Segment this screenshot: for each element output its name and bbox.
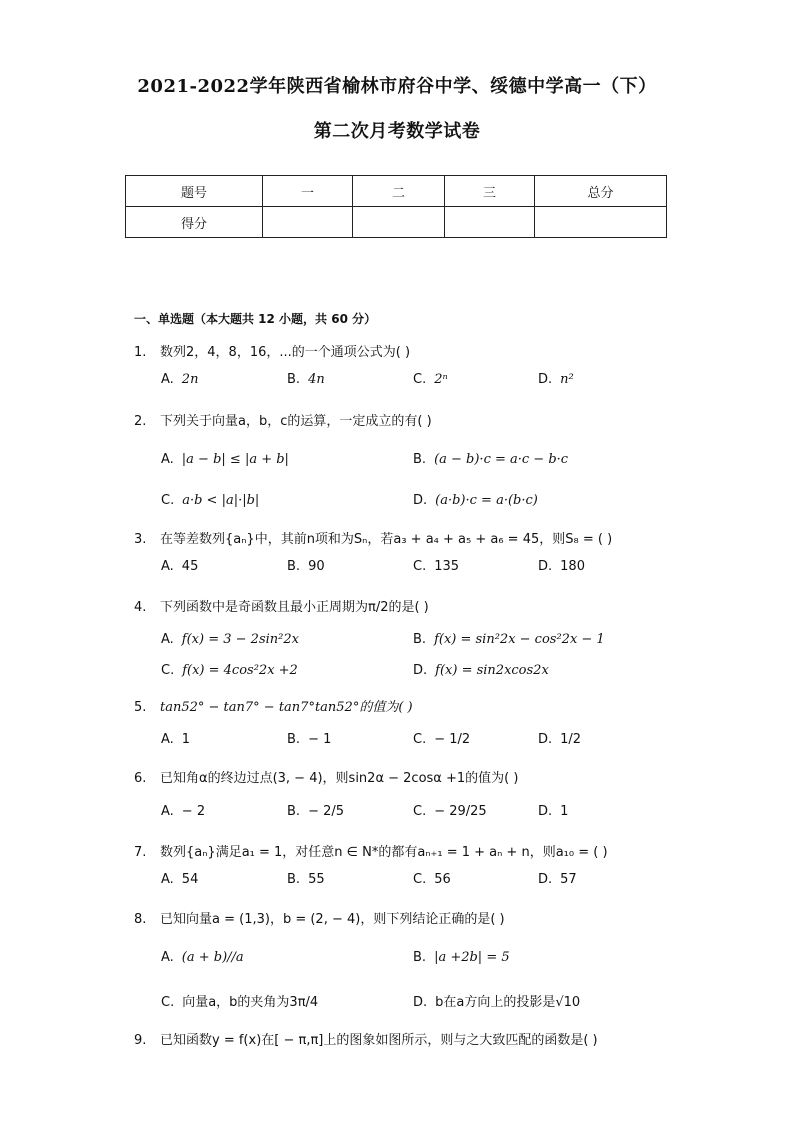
question-3: 3. 在等差数列{aₙ}中，其前n项和为Sₙ，若a₃ + a₄ + a₅ + a₆ = 45，则S₈ = ( )	[134, 532, 613, 547]
cell-section-2: 二	[353, 176, 445, 207]
option-a[interactable]: A. 1	[161, 732, 191, 747]
option-c[interactable]: C. − 29/25	[413, 804, 487, 819]
option-c[interactable]: C. a·b < |a|·|b|	[161, 493, 260, 508]
question-4: 4. 下列函数中是奇函数且最小正周期为π/2的是( )	[134, 600, 429, 615]
option-d[interactable]: D. b在a方向上的投影是√10	[413, 995, 581, 1010]
score-table-score-row	[126, 207, 667, 238]
option-b[interactable]: B. 90	[287, 559, 325, 574]
option-c[interactable]: C. 135	[413, 559, 460, 574]
option-c[interactable]: C. f(x) = 4cos²2x +2	[161, 663, 298, 678]
cell-label: 题号	[126, 176, 263, 207]
option-a[interactable]: A. (a + b)//a	[161, 950, 244, 965]
question-9: 9. 已知函数y = f(x)在[ − π,π]上的图象如图所示，则与之大致匹配的函数是( )	[134, 1033, 598, 1048]
question-6: 6. 已知角α的终边过点(3, − 4)，则sin2α − 2cosα +1的值为( )	[134, 771, 519, 786]
exam-title-line1: 2021-2022学年陕西省榆林市府谷中学、绥德中学高一（下）	[137, 76, 657, 97]
question-7: 7. 数列{aₙ}满足a₁ = 1，对任意n ∈ N*的都有aₙ₊₁ = 1 + aₙ + n，则a₁₀ = ( )	[134, 845, 608, 860]
option-a[interactable]: A. 54	[161, 872, 199, 887]
option-b[interactable]: B. (a − b)·c = a·c − b·c	[413, 452, 569, 467]
cell-score-1[interactable]	[263, 207, 353, 238]
score-table-header-row	[126, 176, 667, 207]
option-c[interactable]: C. 向量a，b的夹角为3π/4	[161, 995, 319, 1010]
option-d[interactable]: D. 1	[538, 804, 569, 819]
question-1	[134, 341, 410, 360]
option-a[interactable]: A. f(x) = 3 − 2sin²2x	[161, 632, 299, 647]
option-b[interactable]: B. |a +2b| = 5	[413, 950, 510, 965]
option-d[interactable]: D. (a·b)·c = a·(b·c)	[413, 493, 538, 508]
option-c[interactable]: C. − 1/2	[413, 732, 471, 747]
option-b[interactable]: B. 4n	[287, 372, 325, 387]
option-a[interactable]: A. − 2	[161, 804, 206, 819]
option-d[interactable]: D. 180	[538, 559, 585, 574]
cell-score-label: 得分	[126, 207, 263, 238]
cell-section-3: 三	[445, 176, 535, 207]
option-b[interactable]: B. − 2/5	[287, 804, 345, 819]
option-b[interactable]: B. − 1	[287, 732, 332, 747]
option-b[interactable]: B. 55	[287, 872, 325, 887]
question-2: 2. 下列关于向量a，b，c的运算，一定成立的有( )	[134, 414, 432, 429]
exam-title-line2: 第二次月考数学试卷	[313, 121, 481, 142]
option-d[interactable]: D. 57	[538, 872, 577, 887]
option-a[interactable]: A. 45	[161, 559, 199, 574]
question-number: 1.	[134, 345, 147, 360]
cell-section-1: 一	[263, 176, 353, 207]
option-c[interactable]: C. 2ⁿ	[413, 372, 448, 387]
cell-score-3[interactable]	[445, 207, 535, 238]
section-heading: 一、单选题（本大题共 12 小题，共 60 分）	[134, 312, 377, 326]
cell-total: 总分	[535, 176, 667, 207]
question-stem: 数列2，4，8，16，...的一个通项公式为( )	[160, 345, 411, 360]
cell-score-total[interactable]	[535, 207, 667, 238]
option-d[interactable]: D. 1/2	[538, 732, 582, 747]
cell-score-2[interactable]	[353, 207, 445, 238]
option-d[interactable]: D. f(x) = sin2xcos2x	[413, 663, 549, 678]
score-table	[125, 175, 667, 238]
option-d[interactable]: D. n²	[538, 372, 574, 387]
option-c[interactable]: C. 56	[413, 872, 451, 887]
question-5: 5. tan52° − tan7° − tan7°tan52°的值为( )	[134, 700, 413, 715]
option-b[interactable]: B. f(x) = sin²2x − cos²2x − 1	[413, 632, 605, 647]
question-8: 8. 已知向量a = (1,3)，b = (2, − 4)，则下列结论正确的是( )	[134, 912, 505, 927]
option-a[interactable]: A. |a − b| ≤ |a + b|	[161, 452, 289, 467]
option-a[interactable]: A. 2n	[161, 372, 199, 387]
